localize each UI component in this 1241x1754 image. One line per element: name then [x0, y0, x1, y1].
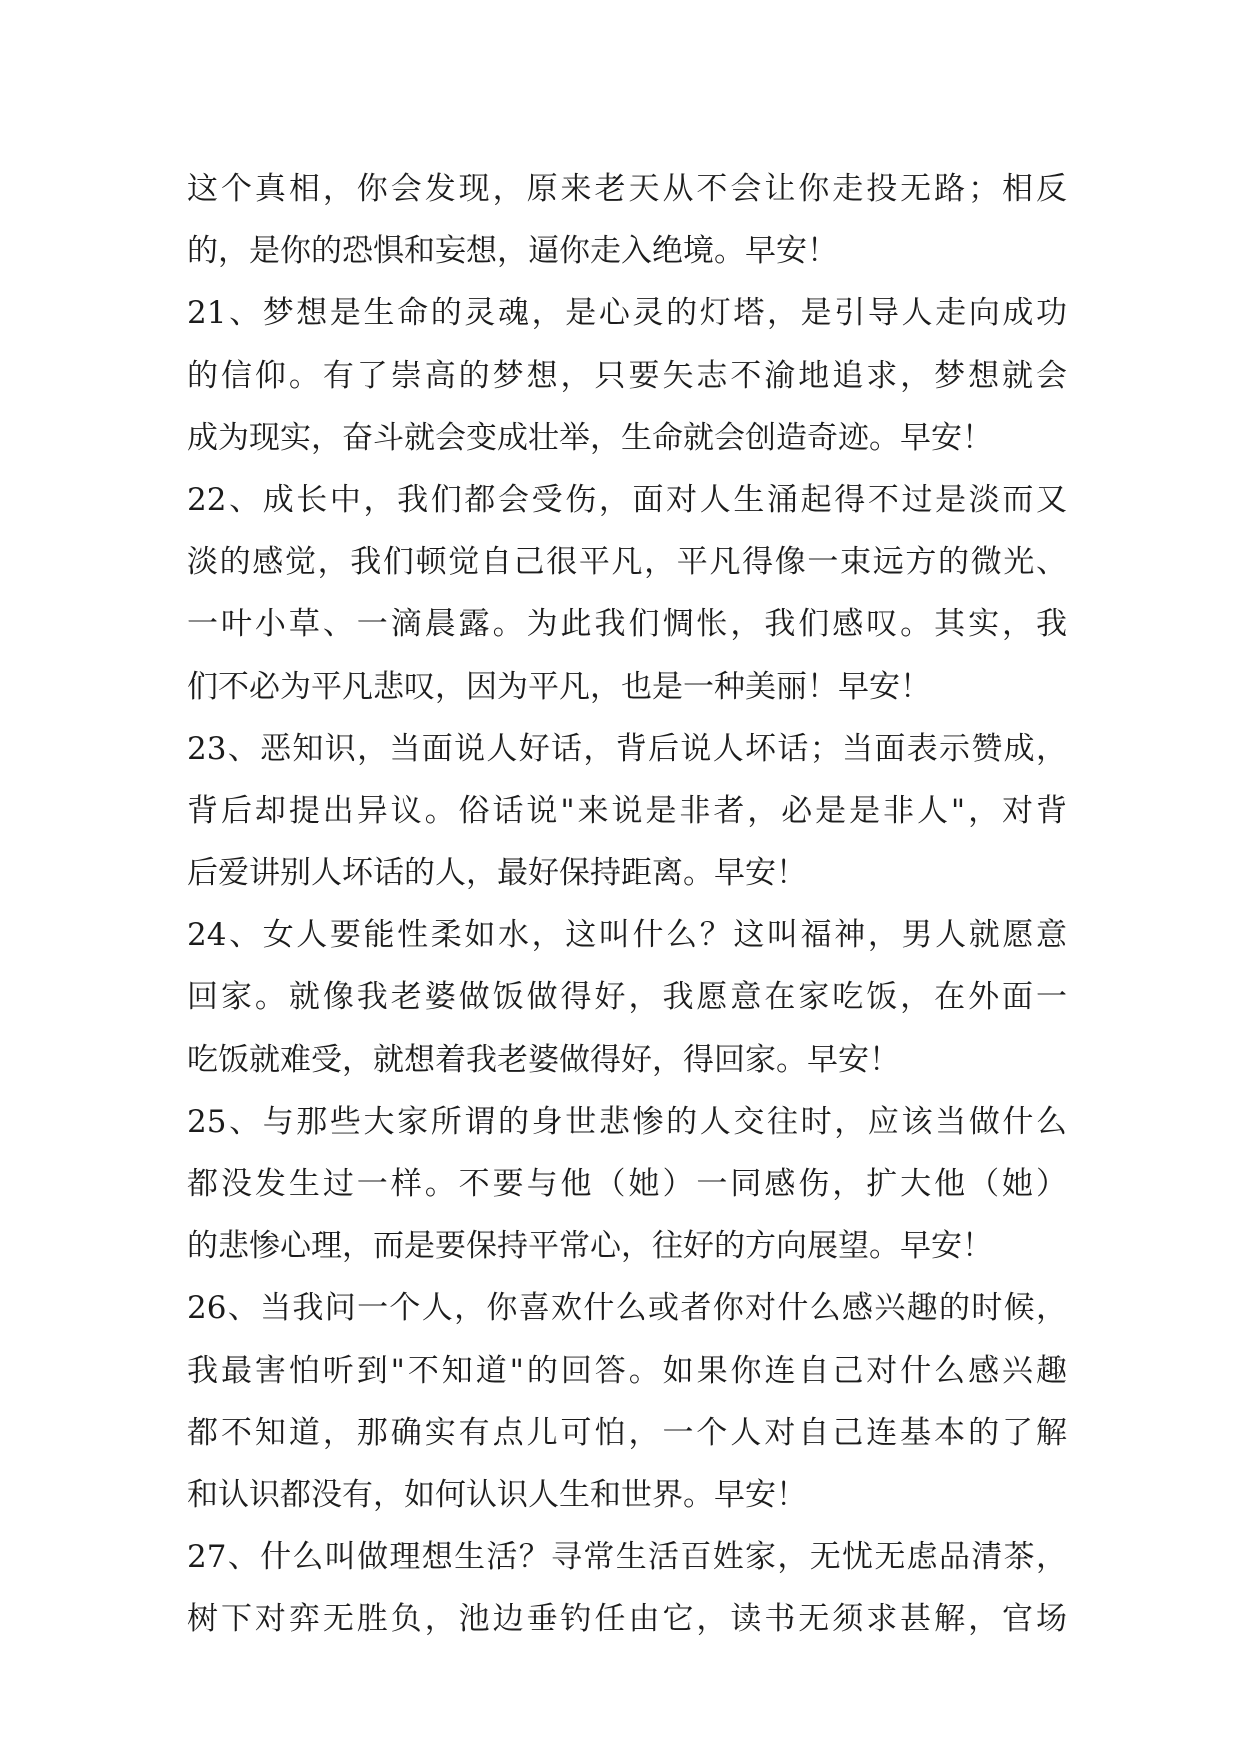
- text-line: 21、梦想是生命的灵魂，是心灵的灯塔，是引导人走向成功: [187, 295, 1067, 332]
- text-line: 回家。就像我老婆做饭做得好，我愿意在家吃饭，在外面一: [187, 979, 1067, 1016]
- text-line: 我最害怕听到"不知道"的回答。如果你连自己对什么感兴趣: [187, 1352, 1067, 1389]
- text-line: 22、成长中，我们都会受伤，面对人生涌起得不过是淡而又: [187, 481, 1067, 518]
- text-line: 的，是你的恐惧和妄想，逼你走入绝境。早安！: [187, 233, 838, 270]
- text-line: 吃饭就难受，就想着我老婆做得好，得回家。早安！: [187, 1041, 900, 1078]
- text-line: 都没发生过一样。不要与他（她）一同感伤，扩大他（她）: [187, 1166, 1067, 1202]
- text-line: 26、当我问一个人，你喜欢什么或者你对什么感兴趣的时候，: [187, 1290, 1067, 1327]
- text-line: 23、恶知识，当面说人好话，背后说人坏话；当面表示赞成，: [187, 730, 1067, 767]
- text-line: 这个真相，你会发现，原来老天从不会让你走投无路；相反: [187, 171, 1067, 207]
- text-line: 成为现实，奋斗就会变成壮举，生命就会创造奇迹。早安！: [187, 419, 993, 456]
- text-line: 25、与那些大家所谓的身世悲惨的人交往时，应该当做什么: [187, 1103, 1067, 1140]
- text-line: 27、什么叫做理想生活？寻常生活百姓家，无忧无虑品清茶，: [187, 1539, 1067, 1576]
- text-line: 背后却提出异议。俗话说"来说是非者，必是是非人"，对背: [187, 792, 1067, 829]
- text-line: 后爱讲别人坏话的人，最好保持距离。早安！: [187, 855, 807, 892]
- text-line: 的信仰。有了崇高的梦想，只要矢志不渝地追求，梦想就会: [187, 357, 1067, 394]
- text-line: 和认识都没有，如何认识人生和世界。早安！: [187, 1476, 807, 1513]
- text-line: 淡的感觉，我们顿觉自己很平凡，平凡得像一束远方的微光、: [187, 544, 1067, 581]
- text-line: 的悲惨心理，而是要保持平常心，往好的方向展望。早安！: [187, 1228, 993, 1265]
- text-line: 24、女人要能性柔如水，这叫什么？这叫福神，男人就愿意: [187, 917, 1067, 954]
- text-line: 树下对弈无胜负，池边垂钓任由它，读书无须求甚解，官场: [187, 1601, 1067, 1638]
- text-line: 都不知道，那确实有点儿可怕，一个人对自己连基本的了解: [187, 1414, 1067, 1451]
- text-line: 们不必为平凡悲叹，因为平凡，也是一种美丽！早安！: [187, 668, 931, 705]
- text-line: 一叶小草、一滴晨露。为此我们惆怅，我们感叹。其实，我: [187, 606, 1067, 643]
- document-body: [187, 158, 1067, 1651]
